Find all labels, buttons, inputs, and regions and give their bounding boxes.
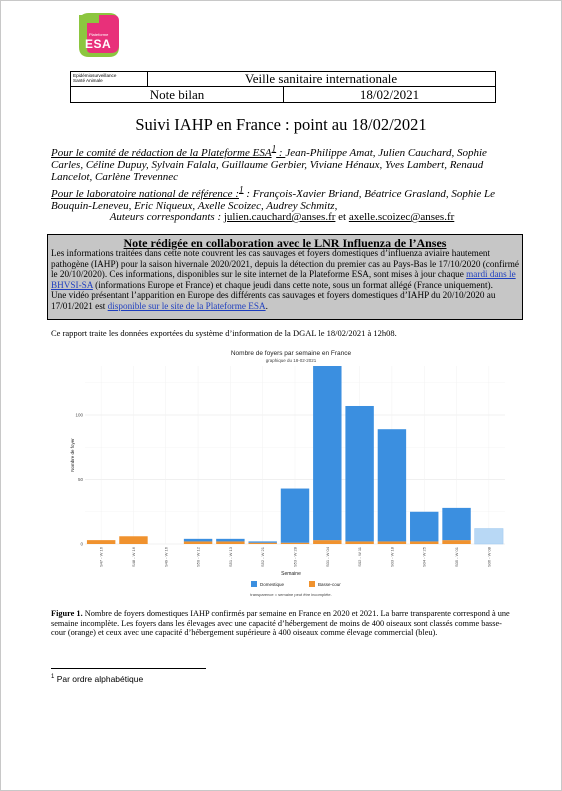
y-tick-label: 100	[75, 412, 83, 418]
bar-S47-W-16-basse-cour	[87, 540, 115, 544]
bar-S03-W-18-basse-cour	[378, 541, 406, 544]
author-email-2[interactable]: axelle.scoizec@anses.fr	[348, 211, 455, 223]
labo-paragraph	[51, 183, 513, 212]
bar-S02-W-11-basse-cour	[345, 541, 373, 544]
weekly-outbreaks-chart	[71, 346, 511, 606]
x-tick-label: S50 - W 12	[195, 547, 201, 568]
plateforme-esa-link[interactable]: disponible sur le site de la Plateforme ESA	[107, 300, 266, 311]
bar-S53-W-28-basse-cour	[281, 543, 309, 544]
bar-S52-W-21-basse-cour	[248, 543, 276, 544]
authors-label: Auteurs correspondants :	[109, 211, 222, 223]
legend-note: transparence = semaine peut être incomplète.	[250, 592, 332, 597]
bar-S06-W-08-incomplete	[475, 529, 503, 544]
labo-label: Pour le laboratoire national de référence :	[51, 187, 239, 200]
org-line2: Santé Animale	[73, 78, 103, 83]
x-tick-label: S02 - W 11	[357, 547, 363, 567]
bar-S01-W-04-domestique	[313, 366, 341, 540]
redaction-label: Pour le comité de rédaction de la Plateforme ESA	[51, 146, 272, 159]
report-line: Ce rapport traite les données exportées du système d’information de la DGAL le 18/02/2021 à 12h08.	[51, 328, 397, 338]
legend-swatch-domestique	[251, 581, 257, 587]
x-axis-label: Semaine	[281, 571, 301, 577]
bar-S50-W-12-domestique	[184, 539, 212, 542]
bar-S50-W-12-basse-cour	[184, 541, 212, 544]
collaboration-box	[47, 234, 523, 320]
y-tick-label: 50	[77, 477, 83, 483]
figure-caption	[51, 609, 513, 638]
x-tick-label: S04 - W 25	[421, 547, 427, 568]
org-line1: Epidémiosurveillance	[73, 73, 117, 78]
redaction-colon: :	[276, 146, 286, 159]
veille-title: Veille sanitaire internationale	[244, 71, 398, 86]
footnote	[51, 674, 143, 684]
labo-colon: :	[243, 187, 253, 200]
authors-and: et	[335, 211, 349, 223]
header-table	[70, 71, 496, 103]
x-tick-label: S53 - W 28	[292, 547, 298, 568]
chart-subtitle: graphique du 18-02-2021	[265, 358, 317, 363]
bar-S03-W-18-domestique	[378, 429, 406, 541]
labo-names: François-Xavier Briand, Béatrice Grasland, Sophie Le Bouquin-Leneveu, Eric Niqueux, Axelle Scoizec, Audrey Schmitz,	[51, 187, 496, 213]
bar-S53-W-28-domestique	[281, 489, 309, 543]
box-text-1: Les informations traitées dans cette note couvrent les cas sauvages et foyers domestiques d’influenza aviaire hautement pathogène (IAHP) pour la saison hivernale 2020/2021, depuis la détection du premier cas au Pays-Bas le 17/10/2020 (confirmé le 20/10/2020). Ces informations, disponibles sur le site internet de la Plateforme ESA, sont mises à jour chaque	[51, 248, 519, 279]
author-email-1[interactable]: julien.cauchard@anses.fr	[223, 211, 336, 223]
bar-S51-W-13-basse-cour	[216, 541, 244, 544]
logo-text-line2: ESA	[85, 37, 112, 51]
x-tick-label: S47 - W 16	[98, 547, 104, 568]
note-type: Note bilan	[71, 87, 284, 102]
box-text-3: Une vidéo présentant l’apparition en Europe des différents cas sauvages et foyers domestiques d’IAHP du 20/10/2020 au 17/01/2021 est	[51, 290, 496, 311]
note-date: 18/02/2021	[359, 87, 420, 102]
box-title: Note rédigée en collaboration avec le LNR Influenza de l’Anses	[123, 236, 447, 250]
legend-swatch-basse-cour	[309, 581, 315, 587]
x-tick-label: S49 - W 16	[163, 547, 169, 568]
box-text-4: .	[265, 300, 268, 311]
bar-S05-W-01-basse-cour	[442, 540, 470, 544]
caption-text: Nombre de foyers domestiques IAHP confirmés par semaine en France en 2020 et 2021. La barre transparente correspond à une semaine incomplète. Les foyers dans les élevages avec une capacité d’hébergement de moins de 400 oiseaux sont classés comme basse-cour (orange) et ceux avec une capacité d’hébergement supérieure à 400 oiseaux comme élevage commercial (bleu).	[51, 609, 510, 638]
y-tick-label: 0	[80, 541, 83, 547]
redaction-footnote-ref: 1	[271, 143, 277, 153]
x-tick-label: S48 - W 16	[130, 547, 136, 568]
legend-label-basse-cour: Basse-cour	[318, 582, 341, 587]
bar-S05-W-01-domestique	[442, 508, 470, 540]
page-title: Suivi IAHP en France : point au 18/02/2021	[135, 115, 427, 134]
x-tick-label: S51 - W 13	[227, 547, 233, 568]
box-body	[51, 248, 521, 311]
redaction-paragraph	[51, 142, 513, 184]
bar-S04-W-25-domestique	[410, 512, 438, 542]
footnote-separator	[51, 668, 206, 669]
legend-label-domestique: Domestique	[260, 582, 285, 587]
bhvsi-link[interactable]: mardi dans le BHVSI-SA	[51, 269, 516, 290]
box-text-2: (informations Europe et France) et chaque jeudi dans cette note, sous un format allégé (France uniquement).	[92, 279, 493, 290]
x-tick-label: S01 - W 04	[324, 547, 330, 568]
chart-title: Nombre de foyers par semaine en France	[230, 350, 352, 357]
x-tick-label: S06 - W 08	[486, 547, 492, 568]
bar-S01-W-04-basse-cour	[313, 540, 341, 544]
x-tick-label: S03 - W 18	[389, 547, 395, 568]
y-axis-label: Nombre de foyer	[70, 438, 75, 472]
org-cell	[71, 72, 148, 86]
footnote-text: Par ordre alphabétique	[54, 674, 144, 684]
footnote-number: 1	[51, 674, 55, 681]
authors-line	[51, 211, 513, 223]
logo-text-line1: Plateforme	[89, 32, 109, 37]
labo-footnote-ref: 1	[238, 184, 244, 194]
redaction-names: Jean-Philippe Amat, Julien Cauchard, Sophie Carles, Céline Dupuy, Sylvain Falala, Guillaume Gerbier, Viviane Hénaux, Yves Lambert, Renaud Lancelot, Carlène Trevennec	[51, 146, 487, 184]
x-tick-label: S05 - W 01	[454, 547, 460, 568]
bar-S51-W-13-domestique	[216, 539, 244, 542]
bar-S02-W-11-domestique	[345, 406, 373, 541]
figure-label: Figure 1.	[51, 609, 83, 618]
x-tick-label: S52 - W 21	[260, 547, 266, 568]
bar-S52-W-21-domestique	[248, 541, 276, 542]
bar-S04-W-25-basse-cour	[410, 541, 438, 544]
bar-S48-W-16-basse-cour	[119, 536, 147, 544]
